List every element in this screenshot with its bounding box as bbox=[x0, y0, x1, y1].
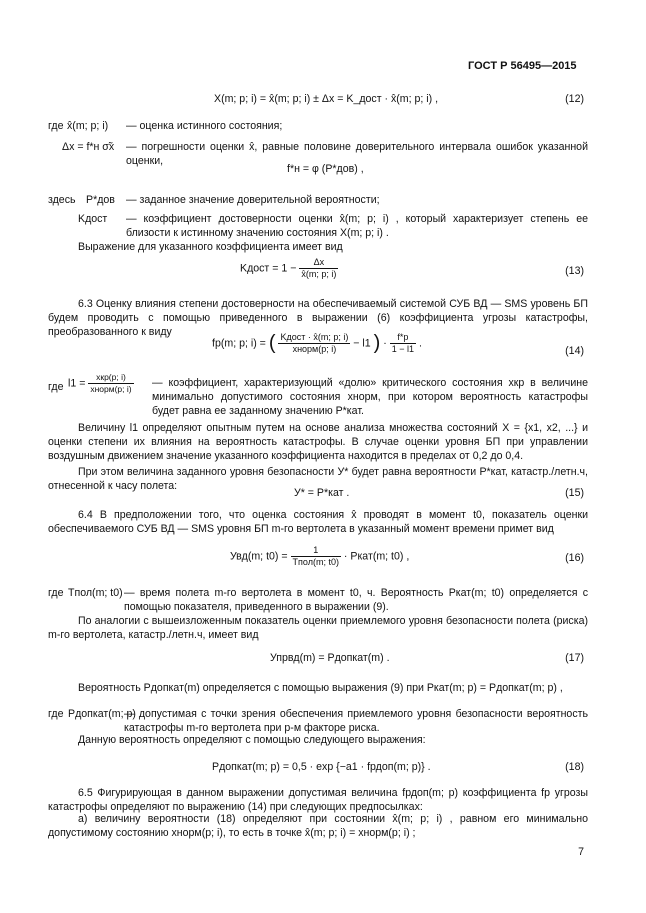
def-term-kdost: Kдост bbox=[78, 213, 108, 225]
equation-number-13: (13) bbox=[565, 265, 584, 277]
eq14-fraction-2 bbox=[390, 332, 416, 355]
def-term-tpol: Tпол(m; t0) bbox=[68, 587, 123, 599]
eq14-fraction-1 bbox=[278, 332, 350, 355]
paragraph-6-5: 6.5 Фигурирующая в данном выражении допустимая величина fрдоп(m; p) коэффициента fр угрозы катастрофы определяют по выражению (14) при следующих предпосылках: bbox=[48, 787, 588, 813]
equation-15: У* = P*кат . bbox=[294, 487, 350, 499]
eq14-mid: − l1 bbox=[353, 337, 371, 350]
equation-number-18: (18) bbox=[565, 761, 584, 773]
def-term-pdov: P*дов bbox=[86, 194, 115, 206]
l1-label: l1 = bbox=[68, 377, 86, 390]
def-text-kdost: — коэффициент достоверности оценки x̂(m; p; i) , который характеризует степень ее близости к истинному значению состояния X(m; p; i) . bbox=[126, 213, 588, 239]
standard-header: ГОСТ Р 56495—2015 bbox=[468, 60, 577, 72]
l1-den: xнорм(p; i) bbox=[90, 384, 132, 394]
paragraph-u: При этом величина заданного уровня безопасности У* будет равна вероятности P*кат, катастр./летн.ч, отнесенной к часу полета: bbox=[48, 466, 588, 492]
paragraph-6-4: 6.4 В предположении того, что оценка состояния x̂ проводят в момент t0, показатель оценки обеспечиваемого СУБ ВД — SMS уровня БП m-го вертолета в указанный момент времени примет вид bbox=[48, 509, 588, 535]
equation-number-17: (17) bbox=[565, 652, 584, 664]
equation-16 bbox=[230, 545, 409, 568]
equation-13 bbox=[240, 257, 338, 280]
eq16-num: 1 bbox=[291, 545, 341, 557]
l1-num: xкр(p; i) bbox=[88, 372, 133, 384]
where-label: где bbox=[48, 120, 64, 132]
l1-fraction bbox=[88, 372, 133, 395]
equation-number-15: (15) bbox=[565, 487, 584, 499]
def-text-tpol: — время полета m-го вертолета в момент t0, ч. Вероятность Pкат(m; t0) определяется с помощью показателя, приведенного в выражении (9). bbox=[124, 587, 588, 613]
eq13-denominator: x̂(m; p; i) bbox=[301, 269, 337, 279]
def-text-xhat: — оценка истинного состояния; bbox=[126, 120, 283, 132]
paragraph-given: Данную вероятность определяют с помощью следующего выражения: bbox=[78, 734, 426, 746]
paragraph-analog: По аналогии с вышеизложенным показатель оценки приемлемого уровня безопасности полета (риска) m-го вертолета, катастр./летн.ч, имеет вид bbox=[48, 615, 588, 641]
eq16-lhs: Увд(m; t0) = bbox=[230, 550, 288, 563]
equation-12: X(m; p; i) = x̂(m; p; i) ± Δx = K_дост · x̂(m; p; i) , bbox=[214, 93, 439, 105]
eq13-fraction bbox=[299, 257, 338, 280]
eq14-rparen: ) bbox=[373, 332, 381, 354]
where-label-2: где bbox=[48, 381, 64, 393]
paragraph-expr13: Выражение для указанного коэффициента имеет вид bbox=[78, 241, 343, 253]
equation-number-14: (14) bbox=[565, 345, 584, 357]
eq16-fraction bbox=[291, 545, 341, 568]
fn-formula: f*н = φ (P*дов) , bbox=[287, 163, 364, 175]
equation-18: Pдопкат(m; p) = 0,5 · exp {−a1 · fрдоп(m; p)} . bbox=[212, 761, 431, 773]
paragraph-l1: Величину l1 определяют опытным путем на основе анализа множества состояний X = {x1, x2, ...} и оценки степени их влияния на вероятность катастрофы. В случае оценки уровня БП при управлении воздушным движением значение указанного коэффициента находится в пределах от 0,2 до 0,4. bbox=[48, 422, 588, 462]
paragraph-6-3: 6.3 Оценку влияния степени достоверности на обеспечиваемый системой СУБ ВД — SMS уровень БП будем проводить с помощью приведенного в выражении (6) коэффициента угрозы катастрофы, преобразованного к виду bbox=[48, 298, 588, 338]
eq14-f1-den: xнорм(p; i) bbox=[292, 344, 337, 354]
eq14-f2-den: 1 − l1 bbox=[391, 344, 415, 354]
def-term-pdop: Pдопкат(m; p) bbox=[68, 708, 136, 720]
eq14-lparen: ( bbox=[268, 332, 276, 354]
where-label-4: где bbox=[48, 708, 64, 720]
eq13-lhs: Kдост = 1 − bbox=[240, 262, 297, 275]
def-term-dx: Δx = f*н σ̃x bbox=[62, 141, 115, 153]
eq14-f1-num: Kдост · x̂(m; p; i) bbox=[280, 332, 349, 342]
def-text-dx: — погрешности оценки x̂, равные половине доверительного интервала ошибок указанной оценки, bbox=[126, 141, 588, 167]
equation-17: Упрвд(m) = Pдопкат(m) . bbox=[270, 652, 390, 664]
def-l1 bbox=[68, 372, 134, 395]
eq16-den: Tпол(m; t0) bbox=[292, 557, 339, 567]
paragraph-a: а) величину вероятности (18) определяют при состоянии x̂(m; p; i) , равном его минимально допустимому состоянию xнорм(p; i), то есть в точке x̂(m; p; i) = xнорм(p; i) ; bbox=[48, 813, 588, 839]
eq14-f2-num: f*р bbox=[390, 332, 416, 344]
eq16-rhs: · Pкат(m; t0) , bbox=[343, 550, 410, 563]
def-term-xhat: x̂(m; p; i) bbox=[67, 120, 109, 132]
equation-14: fр(m; p; i) = ( $\frac{\text{Kдост · x̂(m; p; i)}}{\text{xнорм(p; i)}}$ − l1 ) · $\frac{f*р}{1 - l1}$ . bbox=[212, 332, 422, 354]
page-number: 7 bbox=[578, 846, 584, 858]
eq14-lhs: fр(m; p; i) = bbox=[212, 337, 266, 350]
def-text-pdov: — заданное значение доверительной вероятности; bbox=[126, 194, 380, 206]
eq13-numerator: Δx bbox=[299, 257, 338, 269]
equation-number-12: (12) bbox=[565, 93, 584, 105]
equation-number-16: (16) bbox=[565, 552, 584, 564]
here-label: здесь bbox=[48, 194, 76, 206]
where-label-3: где bbox=[48, 587, 64, 599]
def-text-l1: — коэффициент, характеризующий «долю» критического состояния xкр в величине минимально допустимого состояния xнорм, при котором вероятность катастрофы будет равна ее заданному значению P*кат. bbox=[152, 377, 588, 417]
def-text-pdop: — допустимая с точки зрения обеспечения приемлемого уровня безопасности вероятность катастрофы m-го вертолета при p-м факторе риска. bbox=[124, 708, 588, 734]
paragraph-probability: Вероятность Pдопкат(m) определяется с помощью выражения (9) при Pкат(m; p) = Pдопкат(m; p) , bbox=[78, 682, 563, 694]
